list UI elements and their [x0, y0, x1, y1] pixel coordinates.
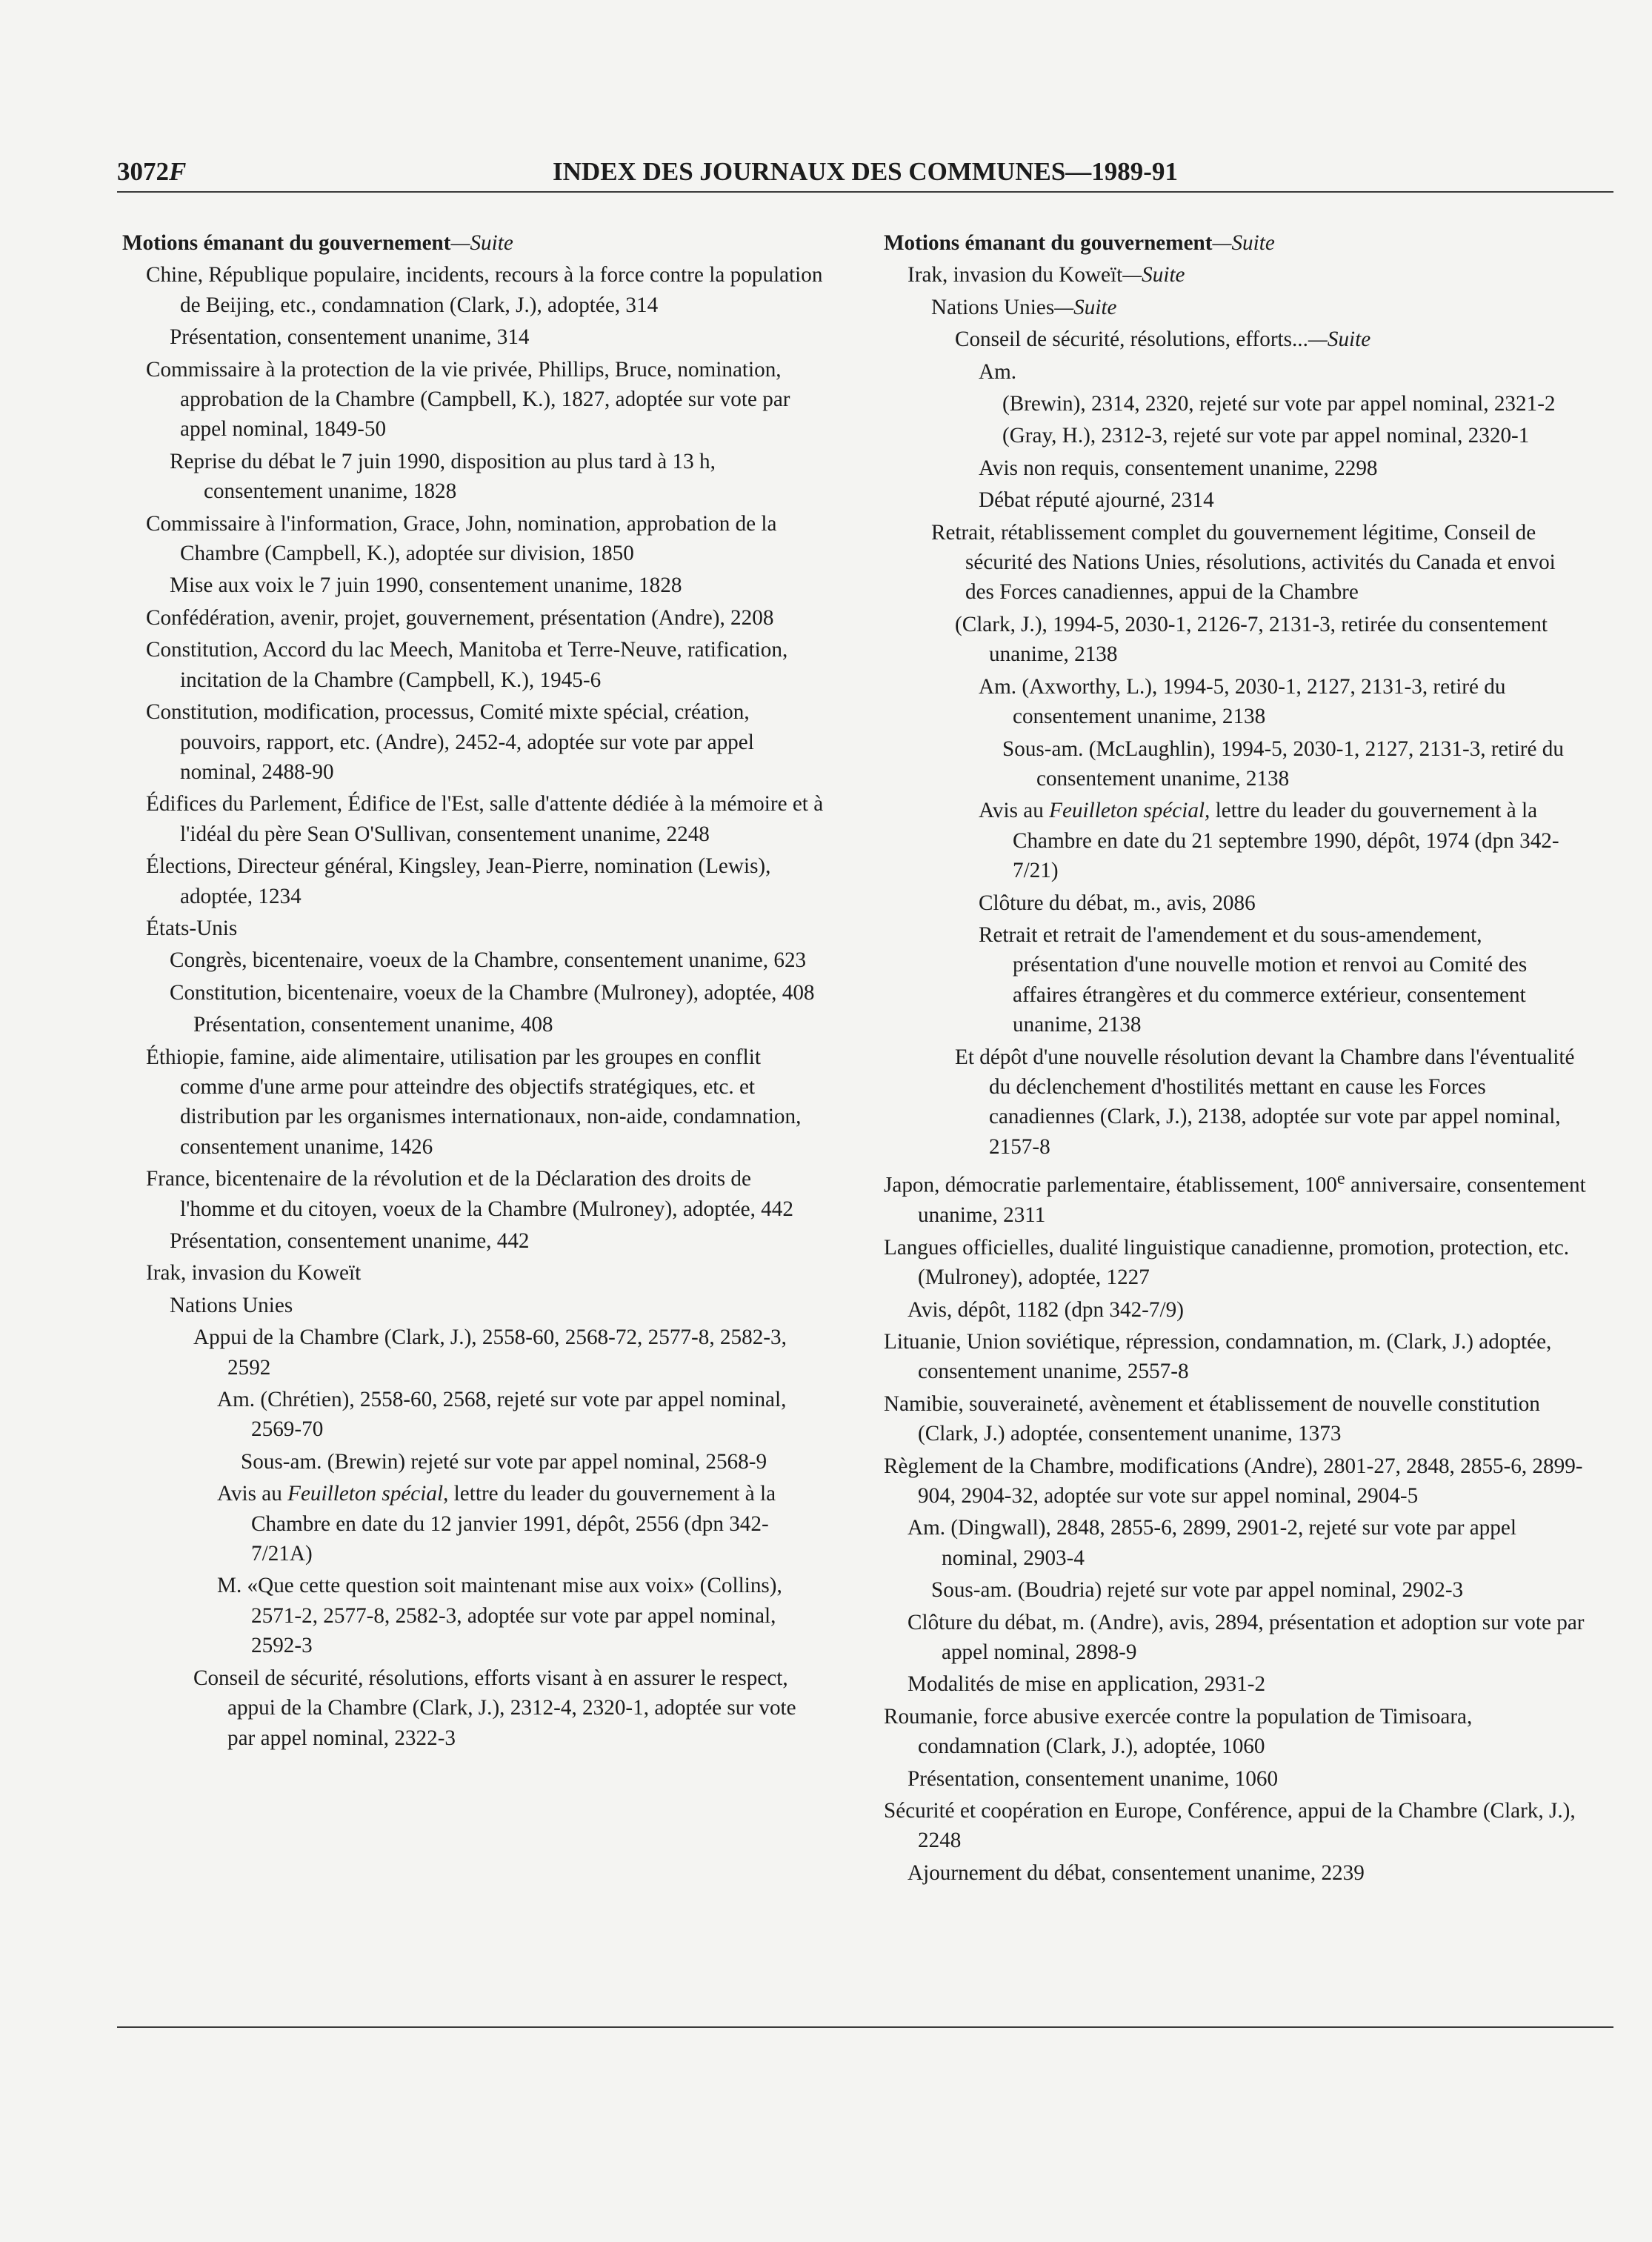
index-entry: Présentation, consentement unanime, 314 [170, 325, 530, 350]
index-entry: Constitution, bicentenaire, voeux de la Chambre (Mulroney), adoptée, 408 [170, 980, 815, 1005]
index-entry: Modalités de mise en application, 2931-2 [907, 1672, 1266, 1697]
index-entry: Et dépôt d'une nouvelle résolution devant la Chambre dans l'éventualité du déclenchement d'hostilités mettant en cause les Forces canadiennes (Clark, J.), 2138, adoptée sur vote par appel nominal, 2157-8 [955, 1045, 1575, 1159]
index-entry: Sous-am. (Brewin) rejeté sur vote par appel nominal, 2568-9 [241, 1449, 767, 1474]
running-title: INDEX DES JOURNAUX DES COMMUNES—1989-91 [553, 157, 1178, 186]
index-entry: Avis non requis, consentement unanime, 2298 [979, 456, 1378, 480]
index-entry: Édifices du Parlement, Édifice de l'Est, salle d'attente dédiée à la mémoire et à l'idéal du père Sean O'Sullivan, consentement unanime, 2248 [146, 792, 824, 846]
index-entry: Mise aux voix le 7 juin 1990, consentement unanime, 1828 [170, 573, 682, 598]
index-entry: Élections, Directeur général, Kingsley, Jean-Pierre, nomination (Lewis), adoptée, 1234 [146, 854, 771, 908]
index-entry: France, bicentenaire de la révolution et de la Déclaration des droits de l'homme et du citoyen, voeux de la Chambre (Mulroney), adoptée, 442 [146, 1167, 793, 1221]
index-entry: Ajournement du débat, consentement unanime, 2239 [907, 1860, 1365, 1885]
index-entry: Avis au Feuilleton spécial, lettre du leader du gouvernement à la Chambre en date du 21 septembre 1990, dépôt, 1974 (dpn 342-7/21) [979, 799, 1559, 883]
index-entry: Am. (Dingwall), 2848, 2855-6, 2899, 2901-2, rejeté sur vote par appel nominal, 2903-4 [907, 1516, 1516, 1570]
index-entry: Conseil de sécurité, résolutions, efforts...—Suite [955, 327, 1371, 352]
index-entry: Am. (Chrétien), 2558-60, 2568, rejeté sur vote par appel nominal, 2569-70 [217, 1388, 787, 1442]
index-entry: Confédération, avenir, projet, gouvernement, présentation (Andre), 2208 [146, 605, 774, 630]
index-column-right [884, 228, 1588, 1890]
index-entry: Avis, dépôt, 1182 (dpn 342-7/9) [907, 1297, 1184, 1322]
index-heading: Motions émanant du gouvernement—Suite [884, 231, 1275, 255]
index-entry: (Clark, J.), 1994-5, 2030-1, 2126-7, 2131-3, retirée du consentement unanime, 2138 [955, 612, 1548, 667]
index-entry: Règlement de la Chambre, modifications (Andre), 2801-27, 2848, 2855-6, 2899-904, 2904-32, adoptée sur vote sur appel nominal, 2904-5 [884, 1454, 1583, 1508]
index-entry: Commissaire à la protection de la vie privée, Phillips, Bruce, nomination, approbation de la Chambre (Campbell, K.), 1827, adoptée sur vote par appel nominal, 1849-50 [146, 357, 790, 442]
index-entry: Roumanie, force abusive exercée contre la population de Timisoara, condamnation (Clark, J.), adoptée, 1060 [884, 1704, 1473, 1759]
index-entry: Débat réputé ajourné, 2314 [979, 488, 1214, 513]
index-entry: Chine, République populaire, incidents, recours à la force contre la population de Beijing, etc., condamnation (Clark, J.), adoptée, 314 [146, 263, 823, 317]
index-entry: Am. (Axworthy, L.), 1994-5, 2030-1, 2127, 2131-3, retiré du consentement unanime, 2138 [979, 674, 1506, 729]
index-heading: Motions émanant du gouvernement—Suite [122, 231, 513, 255]
index-entry: Am. [979, 359, 1017, 384]
index-entry: Retrait, rétablissement complet du gouvernement légitime, Conseil de sécurité des Nations Unies, résolutions, activités du Canada et envoi des Forces canadiennes, appui de la Chambre [931, 520, 1556, 605]
footer-rule [117, 2026, 1613, 2028]
index-entry: Langues officielles, dualité linguistique canadienne, promotion, protection, etc. (Mulroney), adoptée, 1227 [884, 1235, 1570, 1290]
index-entry: Japon, démocratie parlementaire, établissement, 100e anniversaire, consentement unanime, 2311 [884, 1168, 1586, 1228]
index-entry: Sous-am. (Boudria) rejeté sur vote par appel nominal, 2902-3 [931, 1578, 1464, 1603]
index-entry: États-Unis [146, 916, 238, 940]
index-entry: Congrès, bicentenaire, voeux de la Chambre, consentement unanime, 623 [170, 948, 807, 973]
index-entry: M. «Que cette question soit maintenant mise aux voix» (Collins), 2571-2, 2577-8, 2582-3, adoptée sur vote par appel nominal, 2592-3 [217, 1574, 782, 1658]
index-entry: Conseil de sécurité, résolutions, efforts visant à en assurer le respect, appui de la Chambre (Clark, J.), 2312-4, 2320-1, adoptée sur vote par appel nominal, 2322-3 [193, 1666, 796, 1750]
index-entry: Irak, invasion du Koweït [146, 1261, 362, 1285]
index-entry: Commissaire à l'information, Grace, John, nomination, approbation de la Chambre (Campbell, K.), adoptée sur division, 1850 [146, 511, 777, 566]
index-entry: Présentation, consentement unanime, 442 [170, 1229, 530, 1253]
page-number: 3072F [117, 157, 187, 186]
index-entry: Appui de la Chambre (Clark, J.), 2558-60, 2568-72, 2577-8, 2582-3, 2592 [193, 1325, 787, 1380]
page-header [117, 157, 1613, 194]
index-column-left [122, 228, 826, 1755]
index-entry: Namibie, souveraineté, avènement et établissement de nouvelle constitution (Clark, J.) adoptée, consentement unanime, 1373 [884, 1391, 1540, 1446]
index-entry: Constitution, Accord du lac Meech, Manitoba et Terre-Neuve, ratification, incitation de la Chambre (Campbell, K.), 1945-6 [146, 638, 788, 692]
index-entry: Présentation, consentement unanime, 1060 [907, 1766, 1279, 1791]
index-entry: Sécurité et coopération en Europe, Conférence, appui de la Chambre (Clark, J.), 2248 [884, 1799, 1576, 1853]
index-entry: Constitution, modification, processus, Comité mixte spécial, création, pouvoirs, rapport, etc. (Andre), 2452-4, adoptée sur vote par appel nominal, 2488-90 [146, 700, 754, 784]
index-entry: Avis au Feuilleton spécial, lettre du leader du gouvernement à la Chambre en date du 12 janvier 1991, dépôt, 2556 (dpn 342-7/21A) [217, 1482, 776, 1566]
index-entry: Éthiopie, famine, aide alimentaire, utilisation par les groupes en conflit comme d'une arme pour atteindre des objectifs stratégiques, etc. et distribution par les organismes internationaux, non-aide, condamnation, consentement unanime, 1426 [146, 1045, 802, 1159]
index-entry: Présentation, consentement unanime, 408 [193, 1013, 553, 1037]
index-entry: Clôture du débat, m. (Andre), avis, 2894, présentation et adoption sur vote par appel nominal, 2898-9 [907, 1610, 1585, 1665]
index-entry: Sous-am. (McLaughlin), 1994-5, 2030-1, 2127, 2131-3, retiré du consentement unanime, 2138 [1002, 736, 1564, 791]
header-rule [117, 191, 1613, 193]
index-entry: Lituanie, Union soviétique, répression, condamnation, m. (Clark, J.) adoptée, consentement unanime, 2557-8 [884, 1329, 1552, 1384]
index-entry: Retrait et retrait de l'amendement et du sous-amendement, présentation d'une nouvelle motion et renvoi au Comité des affaires étrangères et du commerce extérieur, consentement unanime, 2138 [979, 922, 1528, 1037]
index-entry: Reprise du débat le 7 juin 1990, disposition au plus tard à 13 h, consentement unanime, 1828 [170, 449, 716, 504]
index-entry: Irak, invasion du Koweït—Suite [907, 263, 1185, 287]
index-entry: (Gray, H.), 2312-3, rejeté sur vote par appel nominal, 2320-1 [1002, 424, 1530, 448]
index-entry: Clôture du débat, m., avis, 2086 [979, 891, 1256, 915]
index-entry: (Brewin), 2314, 2320, rejeté sur vote par appel nominal, 2321-2 [1002, 392, 1556, 416]
index-entry: Nations Unies—Suite [931, 295, 1117, 319]
index-entry: Nations Unies [170, 1293, 293, 1317]
